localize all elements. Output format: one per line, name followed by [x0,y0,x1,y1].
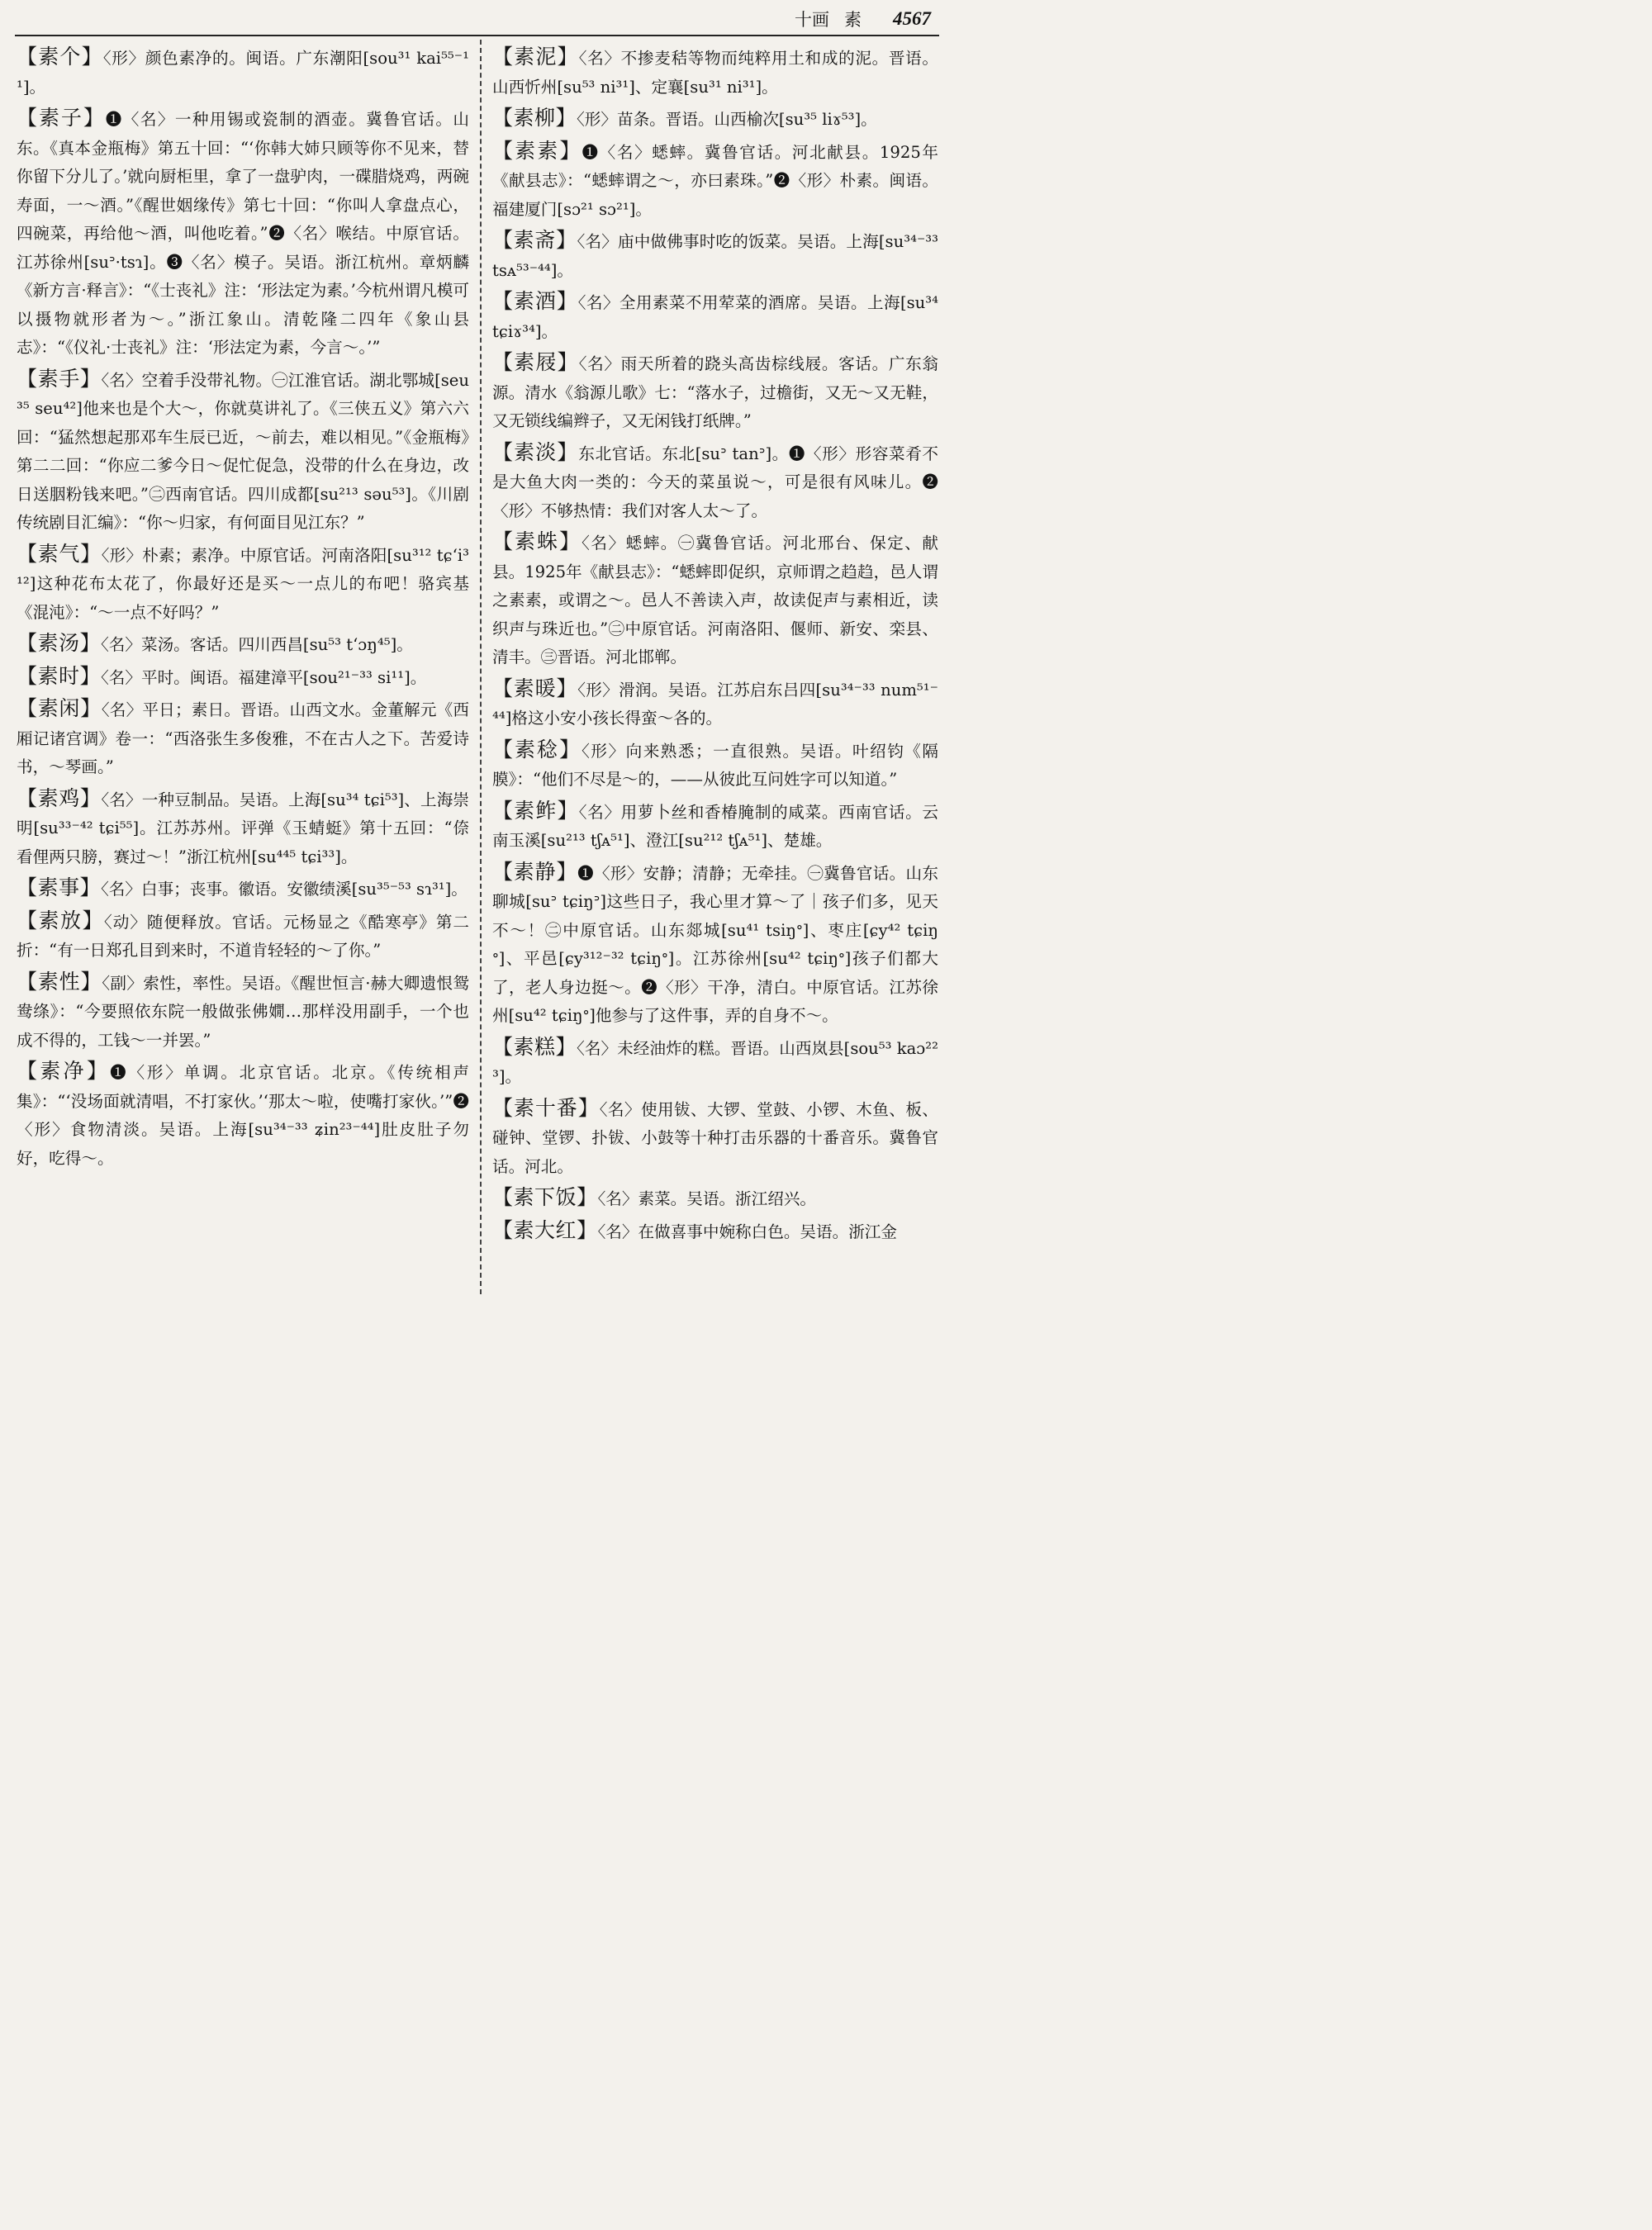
headword: 【素大红】 [492,1217,598,1242]
definition: 〈名〉全用素菜不用荤菜的酒席。吴语。上海[su³⁴ tɕiɤ³⁴]。 [492,293,938,341]
definition: 〈形〉朴素；素净。中原官话。河南洛阳[su³¹² tɕʻi³¹²]这种花布太花了，你最好还是买～一点儿的布吧！骆宾基《混沌》：“～一点不好吗？” [17,545,469,622]
entry [17,695,469,782]
headword: 【素个】 [17,45,103,69]
headword: 【素气】 [17,541,102,566]
definition: 〈形〉苗条。晋语。山西榆次[su³⁵ liɤ⁵³]。 [577,110,877,129]
definition: 〈动〉随便释放。官话。元杨显之《酷寒亭》第二折：“有一日郑孔目到来时，不道肯轻轻的～了你。” [17,912,469,960]
definition: 〈名〉白事；丧事。徽语。安徽绩溪[su³⁵⁻⁵³ sɿ³¹]。 [101,880,468,899]
page-number: 4567 [893,8,931,29]
entry [17,43,469,102]
entry [492,287,938,346]
entry [17,104,469,363]
headword: 【素子】 [17,106,106,130]
entry [17,1057,469,1173]
headword: 【素素】 [492,138,582,163]
headword: 【素性】 [17,969,102,994]
headword: 【素净】 [17,1059,111,1083]
definition: 〈名〉在做喜事中婉称白色。吴语。浙江金 [597,1222,897,1241]
entry [492,226,938,285]
headword: 【素糕】 [492,1034,577,1059]
definition: 〈名〉庙中做佛事时吃的饭菜。吴语。上海[su³⁴⁻³³ tsᴀ⁵³⁻⁴⁴]。 [492,232,938,280]
headword: 【素放】 [17,908,104,932]
page-header [795,5,931,33]
column-divider [480,40,482,1294]
headword: 【素闲】 [17,696,102,720]
entry [492,528,938,672]
entry [492,858,938,1031]
right-column [492,43,938,1293]
entry [17,365,469,538]
definition: 〈名〉用萝卜丝和香椿腌制的咸菜。西南官话。云南玉溪[su²¹³ tʃᴀ⁵¹]、澄江[su²¹² tʃᴀ⁵¹]、楚雄。 [492,802,938,850]
headword: 【素十番】 [492,1095,600,1120]
headword: 【素鲊】 [492,798,579,823]
entry [17,874,469,904]
entry [492,675,938,733]
definition: 〈名〉蟋蟀。㊀冀鲁官话。河北邢台、保定、献县。1925年《献县志》：“蟋蟀即促织，京师谓之趋趋，邑人谓之素素，或谓之～。邑人不善读入声，故读促声与素相近，读织声与珠近也。”㊁中原官话。河南洛阳、偃师、新安、栾县、清丰。㊂晋语。河北邯郸。 [492,534,938,667]
entry [492,349,938,436]
definition: 〈名〉平时。闽语。福建漳平[sou²¹⁻³³ si¹¹]。 [101,667,427,687]
headword: 【素蛛】 [492,529,582,553]
entry [17,968,469,1056]
entry [17,540,469,628]
definition: 〈名〉雨天所着的跷头高齿棕线屐。客话。广东翁源。清水《翁源儿歌》七：“落水子，过檐街，又无～又无鞋，又无锁线编辫子，又无闲钱打纸牌。” [492,354,938,430]
entry [492,137,938,225]
definition: ❶〈形〉安静；清静；无牵挂。㊀冀鲁官话。山东聊城[suᐣ tɕiŋᐣ]这些日子，我心里才算～了｜孩子们多，见天不～！㊁中原官话。山东郯城[su⁴¹ tsiŋᐤ]、枣庄[ɕy⁴² tɕiŋᐤ]、平邑[ɕy³¹²⁻³² tɕiŋᐤ]。江苏徐州[su⁴² tɕiŋᐤ]孩子们都大了，老人身边挺～。❷〈形〉干净，清白。中原官话。江苏徐州[su⁴² tɕiŋᐤ]他参与了这件事，弄的自身不～。 [492,863,938,1025]
headword: 【素斋】 [492,228,577,252]
entry [492,43,938,102]
definition: 〈名〉使用钹、大锣、堂鼓、小锣、木鱼、板、碰钟、堂锣、扑钹、小鼓等十种打击乐器的十番音乐。冀鲁官话。河北。 [492,1099,938,1176]
headword: 【素泥】 [492,45,579,69]
definition: 〈名〉一种豆制品。吴语。上海[su³⁴ tɕi⁵³]、上海崇明[su³³⁻⁴² tɕi⁵⁵]。江苏苏州。评弹《玉蜻蜓》第十五回：“倷看俚两只膀，赛过～！”浙江杭州[su⁴⁴⁵ tɕi³³]。 [17,790,469,866]
section-label: 十画 [795,10,829,30]
headword: 【素下饭】 [492,1185,598,1209]
definition: 东北官话。东北[suᐣ tanᐣ]。❶〈形〉形容菜肴不是大鱼大肉一类的：今天的菜虽说～，可是很有风味儿。❷〈形〉不够热情：我们对客人太～了。 [492,444,938,520]
headword: 【素屐】 [492,350,579,374]
definition: ❶〈形〉单调。北京官话。北京。《传统相声集》：“‘没场面就清唱，不打家伙。’‘那太～啦，使嘴打家伙。’”❷〈形〉食物清淡。吴语。上海[su³⁴⁻³³ ʑin²³⁻⁴⁴]肚皮肚子勿好，吃得～。 [17,1063,469,1168]
definition: 〈副〉索性，率性。吴语。《醒世恒言·赫大卿遗恨鸳鸯绦》：“今要照依东院一般做张佛嫺…那样没用副手，一个也成不得的，工钱～一并罢。” [17,973,469,1050]
headword: 【素汤】 [17,631,102,655]
definition: 〈名〉未经油炸的糕。晋语。山西岚县[sou⁵³ kaɔ²²³]。 [492,1038,938,1086]
headword: 【素暖】 [492,676,578,700]
definition: 〈名〉空着手没带礼物。㊀江淮官话。湖北鄂城[seu³⁵ seu⁴²]他来也是个大～，你就莫讲礼了。《三侠五义》第六六回：“猛然想起那邓车生辰已近，～前去，难以相见。”《金瓶梅》第二二回：“你应二爹今日～促忙促急，没带的什么在身边，改日送胭粉钱来吧。”㊁西南官话。四川成都[su²¹³ səu⁵³]。《川剧传统剧目汇编》：“你～归家，有何面目见江东？” [17,370,469,532]
headword: 【素事】 [17,875,102,899]
entry [492,797,938,856]
definition: 〈形〉向来熟悉；一直很熟。吴语。叶绍钧《隔膜》：“他们不尽是～的，——从彼此互问姓字可以知道。” [492,741,938,789]
headword: 【素柳】 [492,106,577,130]
left-column [17,43,469,1293]
definition: 〈名〉素菜。吴语。浙江绍兴。 [597,1189,817,1208]
definition: 〈形〉滑润。吴语。江苏启东吕四[su³⁴⁻³³ num⁵¹⁻⁴⁴]格这小安小孩长得蛮～各的。 [492,680,938,728]
entry [17,662,469,693]
entry [492,1217,938,1247]
definition: 〈形〉颜色素净的。闽语。广东潮阳[sou³¹ kai⁵⁵⁻¹¹]。 [17,49,469,97]
entry [17,629,469,660]
entry [492,1094,938,1182]
header-rule [15,35,939,36]
definition: ❶〈名〉蟋蟀。冀鲁官话。河北献县。1925年《献县志》：“蟋蟀谓之～，亦曰素珠。”❷〈形〉朴素。闽语。福建厦门[sɔ²¹ sɔ²¹]。 [492,142,938,219]
entry [492,104,938,135]
entry [492,439,938,526]
entry [492,1184,938,1214]
definition: 〈名〉平日；素日。晋语。山西文水。金董解元《西厢记诸宫调》卷一：“西洛张生多俊雅，不在古人之下。苦爱诗书，～琴画。” [17,700,469,776]
headword: 【素鸡】 [17,785,102,810]
headword: 【素手】 [17,366,102,391]
entry [492,736,938,795]
headword: 【素静】 [492,859,578,884]
entry [492,1033,938,1092]
radical-char: 素 [844,10,862,30]
entry [17,907,469,966]
definition: ❶〈名〉一种用锡或瓷制的酒壶。冀鲁官话。山东。《真本金瓶梅》第五十回：“‘你韩大姉只顾等你不见来，替你留下分儿了。’就向厨柜里，拿了一盘驴肉，一碟腊烧鸡，两碗寿面，一～酒。”《醒世姻缘传》第七十回：“你叫人拿盘点心，四碗菜，再给他～酒，叫他吃着。”❷〈名〉喉结。中原官话。江苏徐州[suᐣ·tsɿ]。❸〈名〉模子。吴语。浙江杭州。章炳麟《新方言·释言》：“《士丧礼》注：‘形法定为素。’今杭州谓凡模可以摄物就形者为～。”浙江象山。清乾隆二四年《象山县志》：“《仪礼·士丧礼》注：‘形法定为素，今言～。’” [17,110,469,357]
definition: 〈名〉菜汤。客话。四川西昌[su⁵³ tʻɔŋ⁴⁵]。 [101,635,413,654]
entry [17,785,469,872]
headword: 【素淡】 [492,439,579,464]
headword: 【素酒】 [492,289,578,313]
headword: 【素时】 [17,663,102,688]
headword: 【素稔】 [492,737,582,762]
definition: 〈名〉不掺麦秸等物而纯粹用土和成的泥。晋语。山西忻州[su⁵³ ni³¹]、定襄[su³¹ ni³¹]。 [492,49,938,97]
